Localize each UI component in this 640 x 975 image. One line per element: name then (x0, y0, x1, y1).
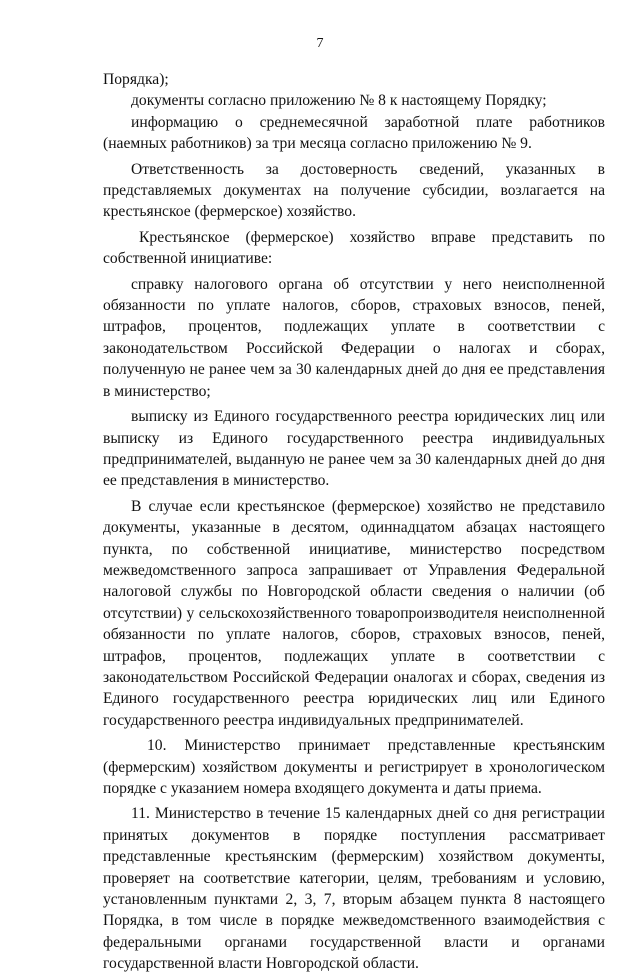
paragraph-own-initiative: Крестьянское (фермерское) хозяйство вправе представить по собственной инициативе: (103, 228, 605, 268)
paragraph-item-11: 11. Министерство в течение 15 календарных дней со дня регистрации принятых документов в порядке поступления рассматривает представленные крестьянским (фермерским) хозяйством документы, проверяет на соответствие категории, целям, требованиям и условию, установленным пунктами 2, 3, 7, вторым абзацем пункта 8 настоящего Порядка, в том числе в порядке межведомственного взаимодействия с федеральными органами государственной власти и органами государственной власти Новгородской области. (103, 805, 605, 973)
paragraph-documents-appendix-8: документы согласно приложению № 8 к настоящему Порядку; (131, 92, 547, 110)
paragraph-registry-extract: выписку из Единого государственного реестра юридических лиц или выписку из Единого государственного реестра индивидуальных предпринимателей, выданную не ранее чем за 30 календарных дней до дня ее представления в министерство. (103, 408, 605, 490)
paragraph-continuation: Порядка); (103, 71, 169, 88)
paragraph-salary-info: информацию о среднемесячной заработной плате работников (наемных работников) за три месяца согласно приложению № 9. (103, 113, 605, 153)
paragraph-tax-certificate: справку налогового органа об отсутствии у него неисполненной обязанности по уплате налогов, сборов, страховых взносов, пеней, штрафов, процентов, подлежащих уплате в соответствии с законодательством Российской Федерации о налогах и сборах, полученную не ранее чем за 30 календарных дней до дня ее представления в министерство; (103, 275, 605, 400)
document-body (103, 69, 605, 975)
paragraph-interagency-request: В случае если крестьянское (фермерское) хозяйство не представило документы, указанные в десятом, одиннадцатом абзацах настоящего пункта, по собственной инициативе, министерство посредством межведомственного запроса запрашивает от Управления Федеральной налоговой службы по Новгородской области сведения о наличии (об отсутствии) у сельскохозяйственного товаропроизводителя неисполненной обязанности по уплате налогов, сборов, страховых взносов, пеней, штрафов, процентов, подлежащих уплате в соответствии с законодательством Российской Федерации оналогах и сборах, сведения из Единого государственного реестра юридических лиц или Единого государственного реестра индивидуальных предпринимателей. (103, 497, 605, 729)
paragraph-item-10: 10. Министерство принимает представленные крестьянским (фермерским) хозяйством документы и регистрирует в хронологическом порядке с указанием номера входящего документа и даты приема. (103, 737, 605, 797)
paragraph-responsibility: Ответственность за достоверность сведений, указанных в представляемых документах на получение субсидии, возлагается на крестьянское (фермерское) хозяйство. (103, 160, 605, 221)
page-number: 7 (316, 36, 324, 51)
